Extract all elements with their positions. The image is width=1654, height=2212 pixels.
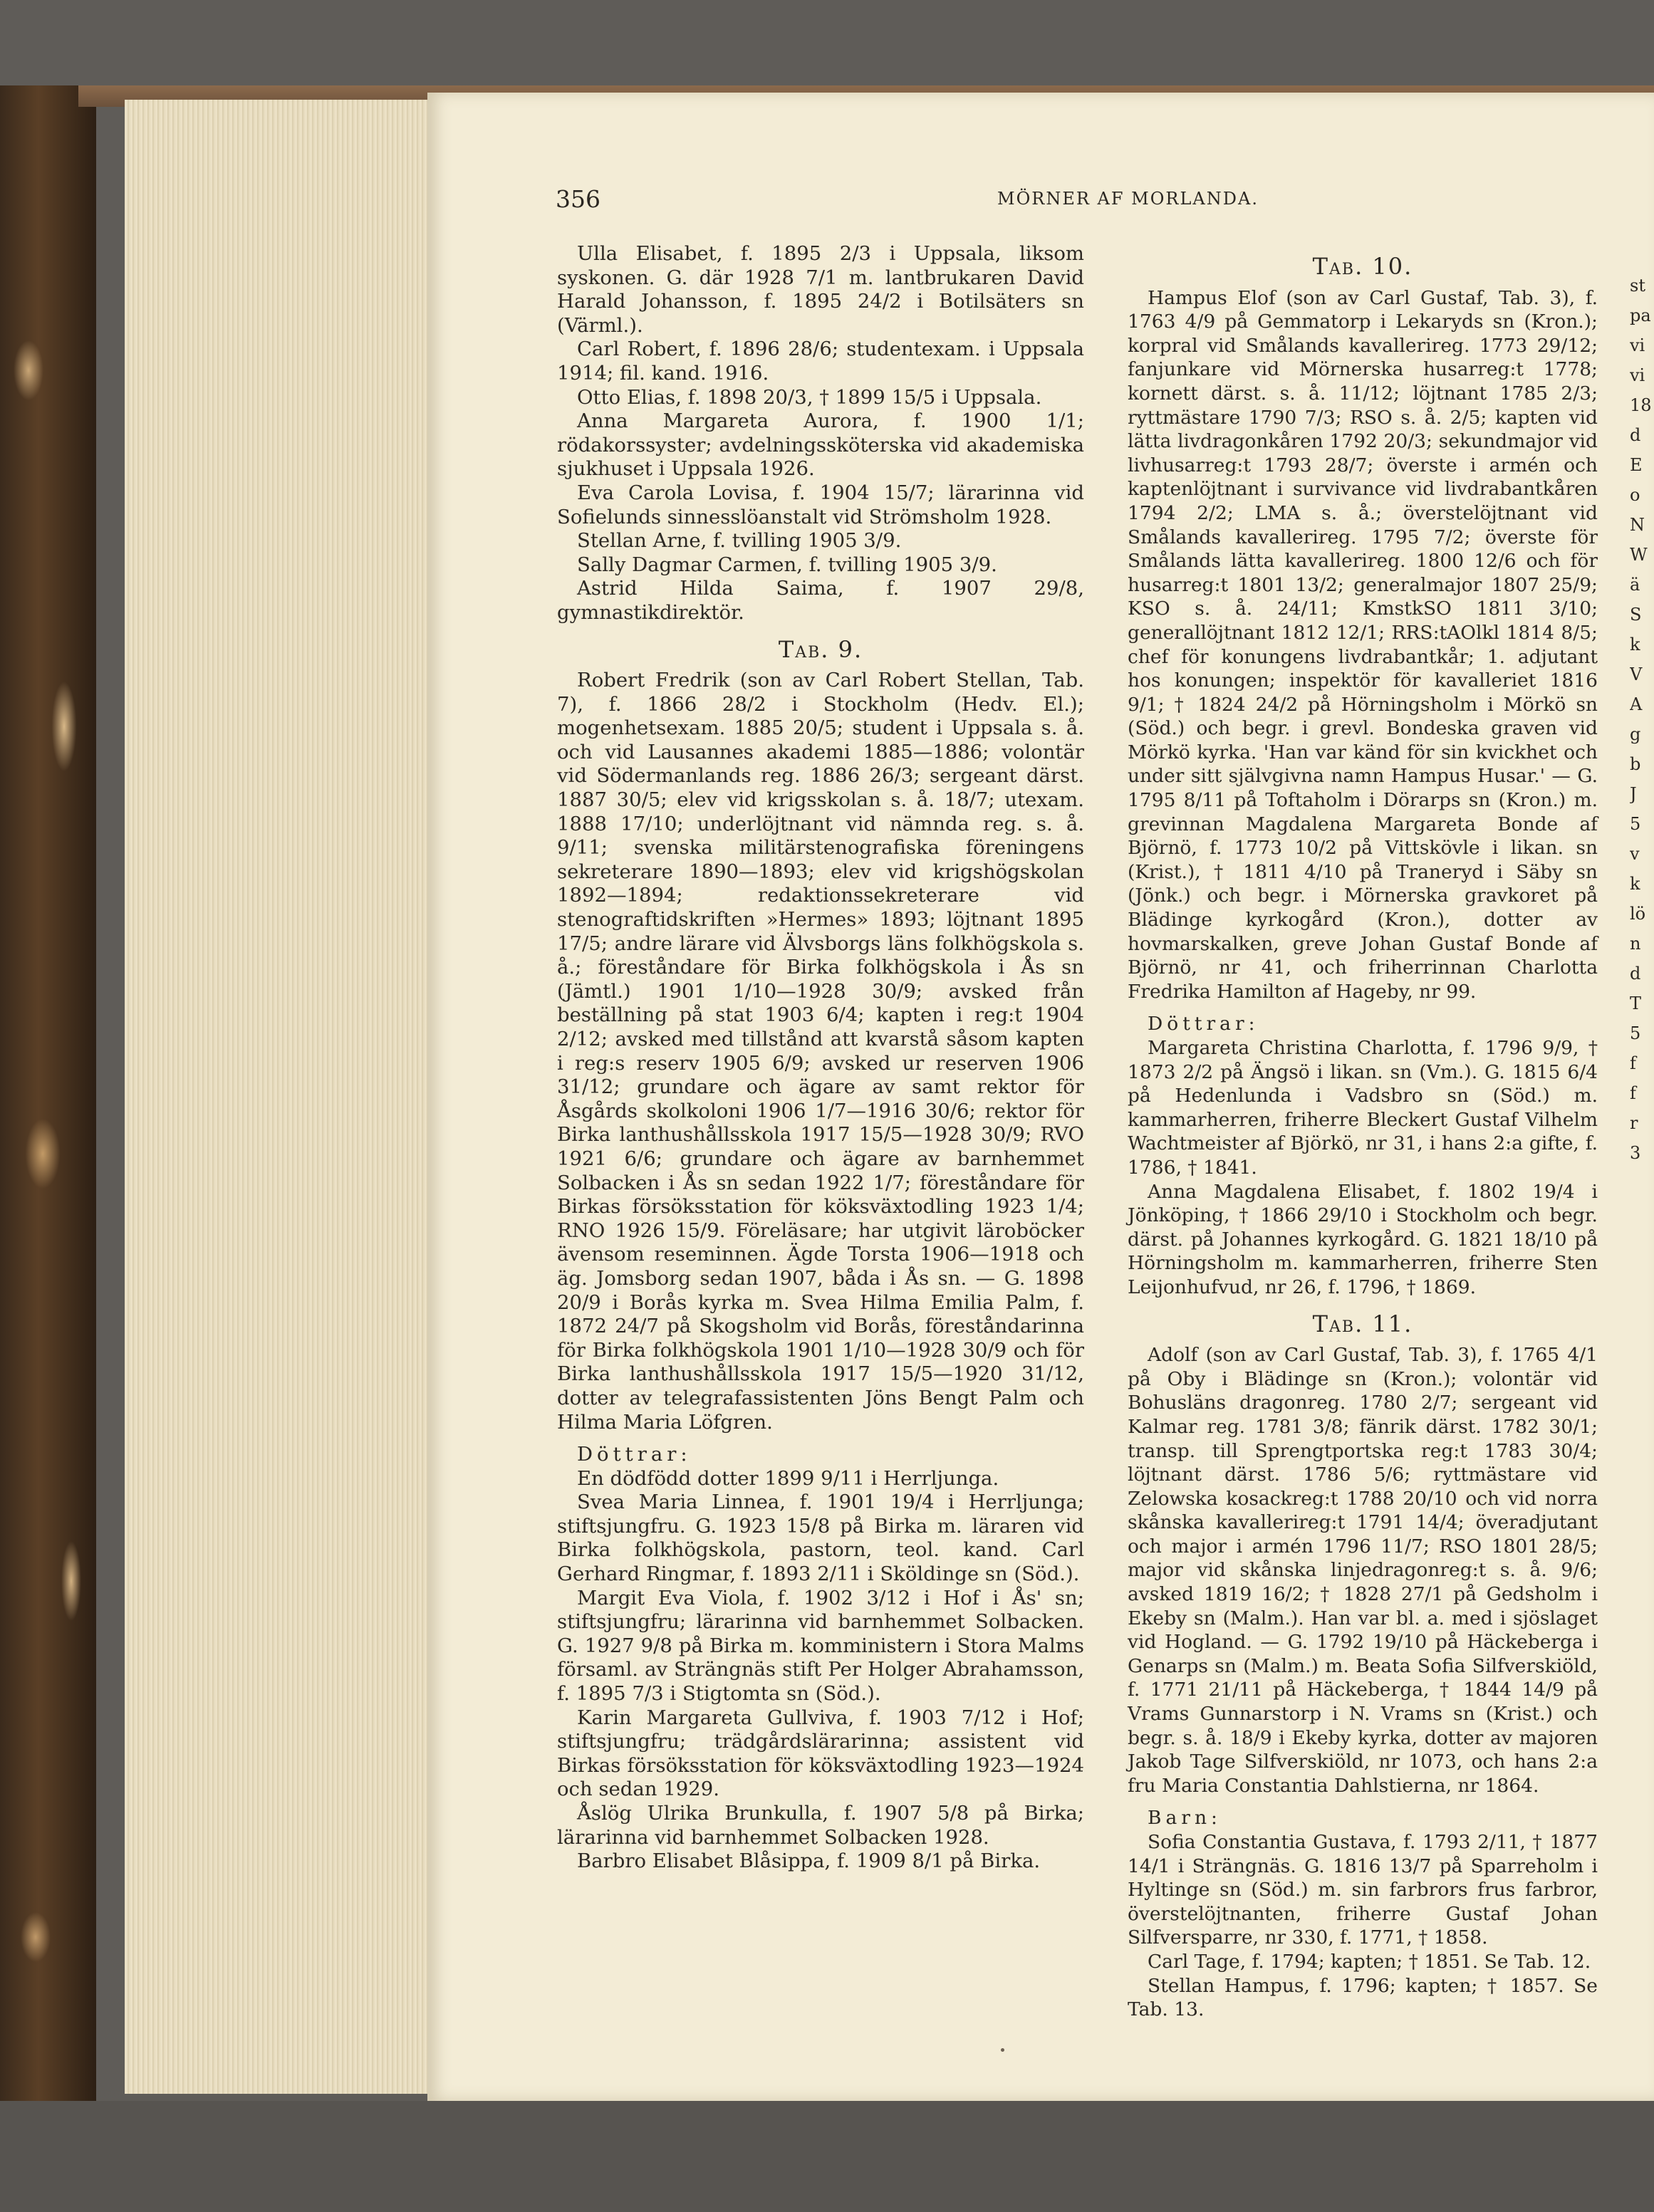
- page-header: [556, 185, 1553, 214]
- edge-fragment: o: [1630, 485, 1640, 505]
- edge-fragment: 18: [1630, 395, 1652, 415]
- child-entry: Margit Eva Viola, f. 1902 3/12 i Hof i Ås' sn; stiftsjungfru; lärarinna vid barnhemmet Solbacken. G. 1927 9/8 på Birka m. komministern i Stora Malms församl. av Strängnäs stift Per Holger Abrahamsson, f. 1895 7/3 i Stigtomta sn (Söd.).: [557, 1586, 1084, 1706]
- edge-fragment: W: [1630, 545, 1648, 565]
- right-column: [1128, 242, 1598, 2022]
- adjacent-page-fragments: [1630, 271, 1654, 1168]
- child-entry: Svea Maria Linnea, f. 1901 19/4 i Herrljunga; stiftsjungfru. G. 1923 15/8 på Birka m. läraren vid Birka folkhögskola, pastorn, teol. kand. Carl Gerhard Ringmar, f. 1893 2/11 i Sköldinge sn (Söd.).: [557, 1491, 1084, 1586]
- child-entry: Anna Magdalena Elisabet, f. 1802 19/4 i Jönköping, † 1866 29/10 i Stockholm och begr. därst. på Johannes kyrkogård. G. 1821 18/10 på Hörningsholm m. kammarherren, friherre Sten Leijonhufvud, nr 26, f. 1796, † 1869.: [1128, 1180, 1598, 1298]
- edge-fragment: g: [1630, 724, 1641, 744]
- tab10-body: Hampus Elof (son av Carl Gustaf, Tab. 3), f. 1763 4/9 på Gemmatorp i Lekaryds sn (Kron.); korpral vid Smålands kavallerireg. 1773 29/12; fanjunkare vid Mörnerska husarreg:t 1778; kornett därst. s. å. 11/12; löjtnant 1785 2/3; ryttmästare 1790 7/3; RSO s. å. 2/5; kapten vid lätta livdragonkåren 1792 20/3; sekundmajor vid livhusarreg:t 1793 28/7; överste i armén och kaptenlöjtnant i survivance vid livdrabantkåren 1794 2/2; LMA s. å.; överstelöjtnant vid Smålands kavallerireg. 1795 7/2; överste för Smålands lätta kavallerireg. 1800 12/6 och för husarreg:t 1801 13/2; generalmajor 1807 25/9; KSO s. å. 24/11; KmstkSO 1811 3/10; generallöjtnant 1812 12/1; RRS:tAOlkl 1814 8/5; chef för konungens livdrabantkår; 1. adjutant hos konungen; inspektör för kavalleriet 1816 9/1; † 1824 24/2 på Hörningsholm i Mörkö sn (Söd.) och begr. i grevl. Bondeska graven vid Mörkö kyrka. 'Han var känd för sin kvickhet och under sitt självgivna namn Hampus Husar.' — G. 1795 8/11 på Toftaholm i Dörarps sn (Kron.) m. grevinnan Magdalena Margareta Bonde af Björnö, f. 1773 10/2 på Vittskövle i likan. sn (Krist.), † 1811 4/10 på Traneryd i Säby sn (Jönk.) och begr. i Mörnerska gravkoret på Blädinge kyrkogård (Kron.), dotter av hovmarskalken, greve Johan Gustaf Bonde af Björnö, nr 41, och friherrinnan Charlotta Fredrika Hamilton af Hageby, nr 99.: [1128, 286, 1598, 1003]
- child-entry: Carl Tage, f. 1794; kapten; † 1851. Se Tab. 12.: [1148, 1950, 1591, 1973]
- edge-fragment: v: [1630, 844, 1640, 864]
- edge-fragment: r: [1630, 1113, 1638, 1133]
- edge-fragment: A: [1630, 694, 1643, 714]
- child-entry: Karin Margareta Gullviva, f. 1903 7/12 i Hof; stiftsjungfru; trädgårdslärarinna; assistent vid Birkas försöksstation för köksväxtodling 1923—1924 och sedan 1929.: [557, 1706, 1084, 1801]
- edge-fragment: lö: [1630, 904, 1646, 924]
- edge-fragment: V: [1630, 664, 1643, 684]
- edge-fragment: d: [1630, 964, 1641, 984]
- tab10-section: [1128, 255, 1598, 1300]
- tab11-heading: Tab. 11.: [1312, 1310, 1413, 1337]
- entry-paragraph: Eva Carola Lovisa, f. 1904 15/7; lärarinna vid Sofielunds sinnesslöanstalt vid Strömsholm 1928.: [557, 481, 1084, 528]
- child-entry: Barbro Elisabet Blåsippa, f. 1909 8/1 på Birka.: [577, 1850, 1041, 1873]
- edge-fragment: E: [1630, 455, 1643, 475]
- edge-fragment: 5: [1630, 814, 1641, 834]
- edge-fragment: vi: [1630, 365, 1645, 385]
- entry-paragraph: Sally Dagmar Carmen, f. tvilling 1905 3/9.: [577, 553, 997, 576]
- entry-paragraph: Stellan Arne, f. tvilling 1905 3/9.: [577, 529, 902, 553]
- tab9-body: Robert Fredrik (son av Carl Robert Stellan, Tab. 7), f. 1866 28/2 i Stockholm (Hedv. El.); mogenhetsexam. 1885 20/5; student i Uppsala s. å. och vid Lausannes akademi 1885—1886; volontär vid Södermanlands reg. 1886 26/3; sergeant därst. 1887 30/5; elev vid krigsskolan s. å. 18/7; utexam. 1888 17/10; underlöjtnant vid nämnda reg. s. å. 9/11; svenska militärstenografiska föreningens sekreterare 1890—1893; elev vid krigshögskolan 1892—1894; redaktionssekreterare vid stenograftidskriften »Hermes» 1893; löjtnant 1895 17/5; andre lärare vid Älvsborgs läns folkhögskola s. å.; föreståndare för Birka folkhögskola i Ås sn (Jämtl.) 1901 1/10—1928 30/9; avsked från beställning på stat 1903 6/4; kapten i reg:t 1904 2/12; avsked med tillstånd att kvarstå såsom kapten i reg:s reserv 1905 6/9; avsked ur reserven 1906 31/12; grundare och ägare av samt rektor för Åsgårds skolkoloni 1906 1/7—1916 30/6; rektor för Birka lanthushållsskola 1917 15/5—1928 30/9; RVO 1921 6/6; grundare och ägare av barnhemmet Solbacken i Ås sn sedan 1922 1/7; föreståndare för Birkas försöksstation för köksväxtodling 1923 1/4; RNO 1926 15/9. Föreläsare; har utgivit läroböcker ävensom reseminnen. Ägde Torsta 1906—1918 och äg. Jomsborg sedan 1907, båda i Ås sn. — G. 1898 20/9 i Borås kyrka m. Svea Hilma Emilia Palm, f. 1872 24/7 på Skogsholm vid Borås, föreståndarinna för Birka folkhögskola 1901 1/10—1928 30/9 och för Birka lanthushållsskola 1917 15/5—1920 31/12, dotter av telegrafassistenten Jöns Bengt Palm och Hilma Maria Löfgren.: [557, 669, 1084, 1434]
- tab11-body: Adolf (son av Carl Gustaf, Tab. 3), f. 1765 4/1 på Oby i Blädinge sn (Kron.); volontär vid Bohusläns dragonreg. 1780 2/7; sergeant vid Kalmar reg. 1781 3/8; fänrik därst. 1782 30/1; transp. till Sprengtportska reg:t 1783 30/4; löjtnant därst. 1786 5/6; ryttmästare vid Zelowska kosackreg:t 1788 20/10 och vid norra skånska kavallerireg:t 1791 14/4; överadjutant och major i armén 1796 11/7; RSO 1801 28/5; major vid skånska linjedragonreg:t s. å. 9/6; avsked 1819 16/2; † 1828 27/1 på Gedsholm i Ekeby sn (Malm.). Han var bl. a. med i sjöslaget vid Hogland. — G. 1792 19/10 på Häckeberga i Genarps sn (Malm.) m. Beata Sofia Silfverskiöld, f. 1771 21/11 på Häckeberga, † 1844 14/9 på Vrams Gunnarstorp i N. Vrams sn (Krist.) och begr. s. å. 18/9 i Ekeby kyrka, dotter av majoren Jakob Tage Silfverskiöld, nr 1073, och hans 2:a fru Maria Constantia Dahlstierna, nr 1864.: [1128, 1344, 1598, 1797]
- edge-fragment: 3: [1630, 1143, 1641, 1163]
- tab11-subheading: Barn:: [1148, 1807, 1222, 1830]
- child-entry: Stellan Hampus, f. 1796; kapten; † 1857. Se Tab. 13.: [1128, 1974, 1598, 2021]
- child-entry: Åslög Ulrika Brunkulla, f. 1907 5/8 på Birka; lärarinna vid barnhemmet Solbacken 1928.: [557, 1802, 1084, 1849]
- edge-fragment: J: [1630, 784, 1637, 804]
- edge-fragment: d: [1630, 425, 1641, 445]
- tab8-continuation: [557, 242, 1084, 625]
- entry-paragraph: Otto Elias, f. 1898 20/3, † 1899 15/5 i Uppsala.: [577, 385, 1042, 409]
- child-entry: Sofia Constantia Gustava, f. 1793 2/11, † 1877 14/1 i Strängnäs. G. 1816 13/7 på Sparreholm i Hyltinge sn (Söd.) m. sin farbrors frus farbror, överstelöjtnanten, friherre Gustaf Johan Silfversparre, nr 330, f. 1771, † 1858.: [1128, 1831, 1598, 1949]
- book-spine: [0, 85, 96, 2212]
- edge-fragment: st: [1630, 276, 1645, 296]
- edge-fragment: 5: [1630, 1023, 1641, 1043]
- left-column: [557, 242, 1084, 1874]
- page-speck: [1001, 2048, 1004, 2052]
- edge-fragment: T: [1630, 993, 1642, 1013]
- edge-fragment: S: [1630, 605, 1642, 625]
- tab9-subheading: Döttrar:: [577, 1443, 692, 1466]
- tab9-heading: Tab. 9.: [778, 635, 863, 663]
- edge-fragment: N: [1630, 515, 1645, 535]
- entry-paragraph: Astrid Hilda Saima, f. 1907 29/8, gymnastikdirektör.: [557, 577, 1084, 624]
- edge-fragment: pa: [1630, 306, 1651, 325]
- edge-fragment: k: [1630, 635, 1640, 654]
- edge-fragment: b: [1630, 754, 1641, 774]
- child-entry: En dödfödd dotter 1899 9/11 i Herrljunga.: [577, 1466, 999, 1490]
- edge-fragment: vi: [1630, 335, 1645, 355]
- tab11-section: [1128, 1310, 1598, 2022]
- tab10-subheading: Döttrar:: [1148, 1013, 1259, 1035]
- entry-paragraph: Anna Margareta Aurora, f. 1900 1/1; rödakorssyster; avdelningssköterska vid akademiska sjukhuset i Uppsala 1926.: [557, 409, 1084, 481]
- edge-fragment: k: [1630, 874, 1640, 894]
- child-entry: Margareta Christina Charlotta, f. 1796 9/9, † 1873 2/2 på Ängsö i likan. sn (Vm.). G. 1815 6/4 på Hedenlunda i Vadsbro sn (Söd.) m. kammarherren, friherre Bleckert Gustaf Vilhelm Wachtmeister af Björkö, nr 31, i hans 2:a gifte, f. 1786, † 1841.: [1128, 1037, 1598, 1179]
- entry-paragraph: Ulla Elisabet, f. 1895 2/3 i Uppsala, liksom syskonen. G. där 1928 7/1 m. lantbrukaren David Harald Johansson, f. 1895 24/2 i Botilsäters sn (Värml.).: [557, 242, 1084, 337]
- edge-fragment: n: [1630, 934, 1641, 954]
- edge-fragment: ä: [1630, 575, 1640, 595]
- page-stack-edges: [125, 100, 439, 2094]
- tab9-section: [557, 635, 1084, 1874]
- background-band: [0, 2101, 1654, 2212]
- edge-fragment: f: [1630, 1053, 1636, 1073]
- edge-fragment: f: [1630, 1083, 1636, 1103]
- page-number: 356: [556, 185, 600, 213]
- tab10-heading: Tab. 10.: [1312, 253, 1413, 280]
- entry-paragraph: Carl Robert, f. 1896 28/6; studentexam. i Uppsala 1914; fil. kand. 1916.: [557, 338, 1084, 385]
- running-title: MÖRNER AF MORLANDA.: [997, 189, 1259, 209]
